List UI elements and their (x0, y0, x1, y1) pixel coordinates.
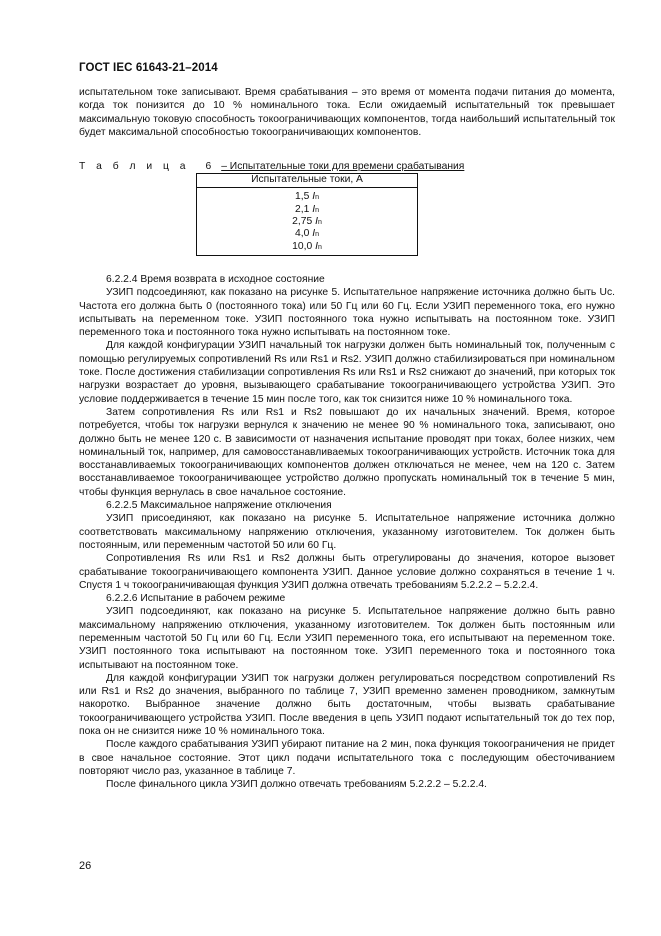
paragraph: Затем сопротивления Rs или Rs1 и Rs2 повышают до их начальных значений. Время, которое потребуется, чтобы ток нагрузки вернулся к значению не менее 90 % номинального тока, записывают, оно должно быть не менее 120 с. В зависимости от назначения испытание проводят при токах, более низких, чем номинальный ток, например, для самовосстанавливаемых токоограничивающих устройств. Источник тока для восстанавливаемых токоограничивающих компонентов должен отключаться не менее, чем на 120 с. Затем восстанавливаемое токоограничивающее устройство должно пропускать номинальный ток в течение 5 мин, чтобы функция вернулась в свое начальное состояние. (79, 406, 615, 498)
table-header-cell: Испытательные токи, А (197, 174, 418, 188)
table-values-cell (197, 188, 418, 255)
table-row: 1,5 In (295, 191, 319, 203)
table-caption (79, 160, 615, 173)
paragraph: Для каждой конфигурации УЗИП начальный ток нагрузки должен быть номинальный ток, полученным с помощью регулируемых сопротивлений Rs или Rs1 и Rs2. УЗИП должно стабилизироваться при номинальном токе. После достижения стабилизации сопротивления Rs или Rs1 и Rs2 снижают до значений, при которых ток нагрузки возрастает до уровня, вызывающего срабатывание токоограничивающего устройства УЗИП. Это условие поддерживается в течение 15 мин после того, как ток снизится ниже 10 % номинального тока. (79, 340, 615, 405)
table-row: 4,0 In (295, 228, 319, 240)
section-heading-6225: 6.2.2.5 Максимальное напряжение отключения (106, 500, 332, 512)
table-caption-label: Т а б л и ц а (79, 161, 190, 173)
document-header: ГОСТ IEC 61643-21–2014 (79, 62, 218, 74)
section-heading-6226: 6.2.2.6 Испытание в рабочем режиме (106, 593, 286, 605)
intro-paragraph: испытательном токе записывают. Время срабатывания – это время от момента подачи питания до момента, когда ток понизится до 10 % номинального тока. Если ожидаемый испытательный ток превышает максимальную токовую способность токоограничивающих компонентов, тогда наибольший испытательный ток будет максимальной способностью токоограничивающих компонентов. (79, 87, 615, 138)
table-row: 2,1 In (295, 203, 319, 215)
table-row: 10,0 In (292, 240, 322, 252)
table-row: 2,75 In (292, 216, 322, 228)
document-body (79, 86, 615, 792)
paragraph: После финального цикла УЗИП должно отвечать требованиям 5.2.2.2 – 5.2.2.4. (106, 779, 487, 791)
paragraph: УЗИП подсоединяют, как показано на рисунке 5. Испытательное напряжение должно быть равно максимальному напряжению отключения, указанному изготовителем. Ток должен быть постоянным или переменным частотой 50 Гц или 60 Гц. Если УЗИП переменного тока, его испытывают на переменном токе. УЗИП постоянного тока испытывают на постоянном токе. УЗИП переменного тока и постоянного тока испытывают на постоянном токе. (79, 606, 615, 671)
test-currents-table (196, 173, 418, 255)
paragraph: УЗИП подсоединяют, как показано на рисунке 5. Испытательное напряжение источника должно быть Uc. Частота его должна быть 0 (постоянного тока) или 50 Гц или 60 Гц. Если УЗИП переменного тока, его нужно испытывать на переменном токе. УЗИП постоянного тока нужно испытывать на постоянном токе. УЗИП переменного тока и постоянного тока нужно испытывать на постоянном токе. (79, 287, 615, 339)
table-caption-title: – Испытательные токи для времени срабатывания (221, 161, 465, 173)
page-number: 26 (79, 860, 92, 872)
paragraph: Сопротивления Rs или Rs1 и Rs2 должны быть отрегулированы до значения, которое вызовет срабатывание токоограничивающего компонента УЗИП. Данное условие должно сохраняться в течение 1 ч. Спустя 1 ч токоограничивающая функция УЗИП должна отвечать требованиям 5.2.2.2 – 5.2.2.4. (79, 553, 615, 591)
paragraph: УЗИП присоединяют, как показано на рисунке 5. Испытательное напряжение источника должно соответствовать максимальному напряжению отключения, указанному изготовителем. Ток должен быть постоянным, или переменным частотой 50 или 60 Гц. (79, 513, 615, 551)
table-caption-number: 6 (205, 161, 212, 173)
paragraph: Для каждой конфигурации УЗИП ток нагрузки должен регулироваться посредством сопротивлений Rs или Rs1 и Rs2 до значения, выбранного по таблице 7, УЗИП временно заменен проводником, замкнутым накоротко. Выбранное значение должно быть достаточным, чтобы вызвать срабатывание токоограничивающего устройства УЗИП. После введения в цепь УЗИП подают испытательный ток до тех пор, пока он не снизится ниже 10 % номинального тока. (79, 672, 615, 738)
paragraph: После каждого срабатывания УЗИП убирают питание на 2 мин, пока функция токоограничения не придет в свое начальное состояние. Этот цикл подачи испытательного тока с последующим обесточиванием повторяют число раз, указанное в таблице 7. (79, 739, 615, 777)
section-heading-6224: 6.2.2.4 Время возврата в исходное состояние (106, 273, 325, 285)
